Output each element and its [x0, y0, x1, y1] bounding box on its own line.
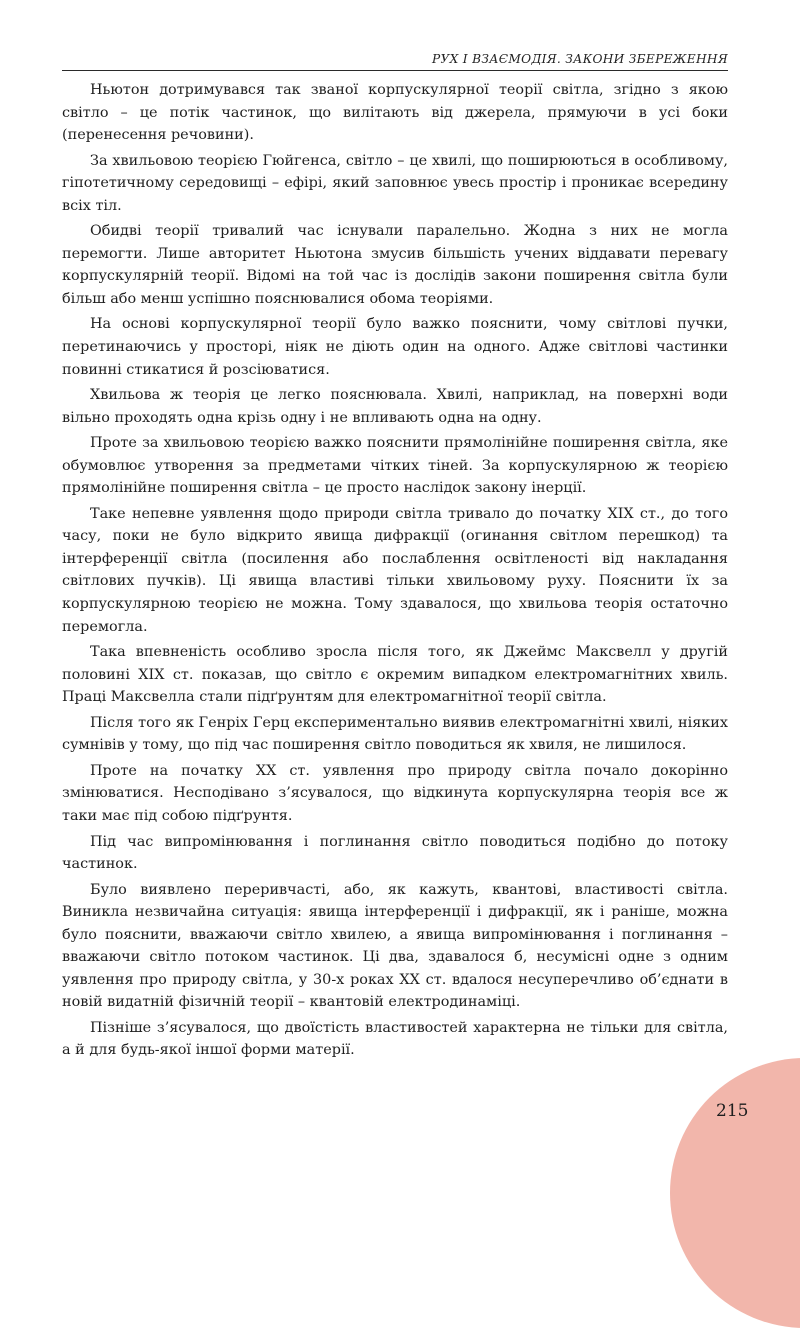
corner-decoration — [670, 1058, 800, 1328]
paragraph: Проте за хвильовою теорією важко пояснити прямолінійне поширення світла, яке обумовлює утворення за предметами чітких тіней. За корпускулярною ж теорією прямолінійне поширення світла – це просто наслідок закону інерції. — [62, 435, 728, 497]
paragraph: Пізніше з’ясувалося, що двоїстість властивостей характерна не тільки для світла, а й для будь-якої іншої форми матерії. — [62, 1019, 728, 1059]
paragraph: Обидві теорії тривалий час існували паралельно. Жодна з них не могла перемогти. Лише авторитет Ньютона змусив більшість учених віддавати перевагу корпускулярній теорії. Відомі на той час із дослідів закони поширення світла були більш або менш успішно пояснювалися обома теоріями. — [62, 223, 728, 307]
paragraph: Було виявлено переривчасті, або, як кажуть, квантові, властивості світла. Виникла незвичайна ситуація: явища інтерференції і дифракції, як і раніше, можна було пояснити, вважаючи світло хвилею, а явища випромінювання і поглинання – вважаючи світло потоком частинок. Ці два, здавалося б, несумісні одне з одним уявлення про природу світла, у 30-х роках XX ст. вдалося несуперечливо об’єднати в новій видатній фізичній теорії – квантовій електродинаміці. — [62, 881, 728, 1011]
paragraph: Хвильова ж теорія це легко пояснювала. Хвилі, наприклад, на поверхні води вільно проходять одна крізь одну і не впливають одна на одну. — [62, 387, 728, 426]
header-title: РУХ І ВЗАЄМОДІЯ. ЗАКОНИ ЗБЕРЕЖЕННЯ — [432, 52, 728, 66]
paragraph: Ньютон дотримувався так званої корпускулярної теорії світла, згідно з якою світло – це потік частинок, що вилітають від джерела, прямуючи в усі боки (перенесення речовини). — [62, 82, 728, 144]
paragraph: Проте на початку XX ст. уявлення про природу світла почало докорінно змінюватися. Несподівано з’ясувалося, що відкинута корпускулярна теорія все ж таки має під собою підґрунтя. — [62, 762, 728, 824]
page-number: 215 — [716, 1101, 749, 1121]
paragraph: Така впевненість особливо зросла після того, як Джеймс Максвелл у другій половині XIX ст. показав, що світло є окремим випадком електромагнітних хвиль. Праці Максвелла стали підґрунтям для електромагнітної теорії світла. — [62, 644, 728, 706]
page-body — [62, 79, 728, 1065]
paragraph: Таке непевне уявлення щодо природи світла тривало до початку XIX ст., до того часу, поки не було відкрито явища дифракції (огинання світлом перешкод) та інтерференції світла (посилення або послаблення освітленості від накладання світлових пучків). Ці явища властиві тільки хвильовому руху. Пояснити їх за корпускулярною теорією не можна. Тому здавалося, що хвильова теорія остаточно перемогла. — [62, 505, 728, 635]
running-header — [62, 44, 728, 71]
paragraph: Під час випромінювання і поглинання світло поводиться подібно до потоку частинок. — [62, 833, 728, 873]
paragraph: Після того як Генріх Герц експериментально виявив електромагнітні хвилі, ніяких сумнівів у тому, що під час поширення світло поводиться як хвиля, не лишилося. — [62, 714, 728, 754]
paragraph: На основі корпускулярної теорії було важко пояснити, чому світлові пучки, перетинаючись у просторі, ніяк не діють один на одного. Адже світлові частинки повинні стикатися й розсіюватися. — [62, 316, 728, 378]
paragraph: За хвильовою теорією Гюйгенса, світло – це хвилі, що поширюються в особливому, гіпотетичному середовищі – ефірі, який заповнює увесь простір і проникає всередину всіх тіл. — [62, 152, 728, 214]
